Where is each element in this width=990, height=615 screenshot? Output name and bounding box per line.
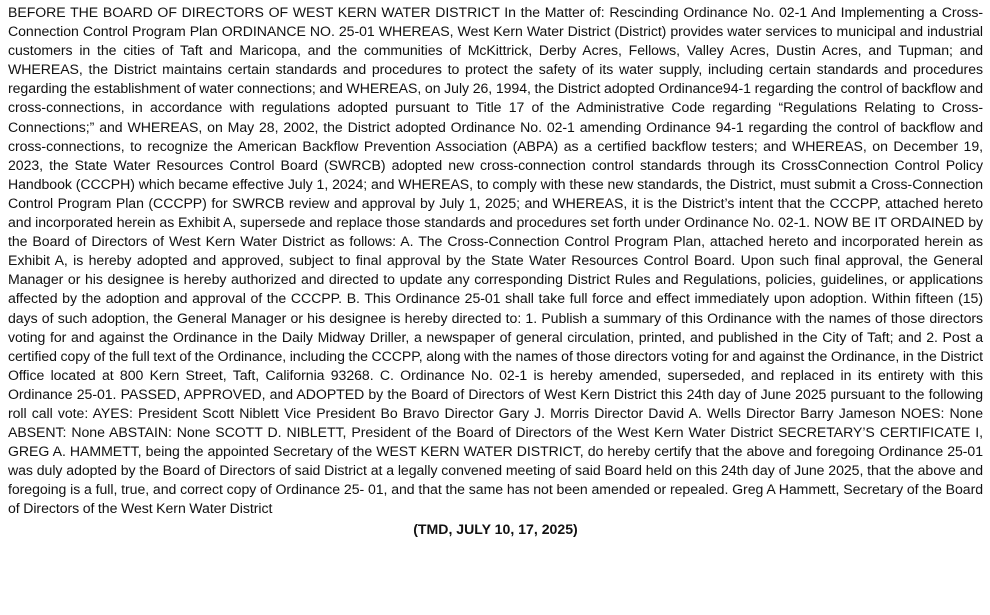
publication-run-dates: (TMD, JULY 10, 17, 2025) [413,520,578,537]
ordinance-text: BEFORE THE BOARD OF DIRECTORS OF WEST KERN WATER DISTRICT In the Matter of: Rescinding Ordinance No. 02-1 And Implementing a Cross-Connection Control Program Plan ORDINANCE NO. 25-01 WHEREAS, West Kern Water District (District) provides water services to municipal and industrial customers in the cities of Taft and Maricopa, and the communities of McKittrick, Derby Acres, Fellows, Valley Acres, Dustin Acres, and Tupman; and WHEREAS, the District maintains certain standards and procedures to protect the safety of its water supply, including certain standards and procedures regarding the establishment of water connections; and WHEREAS, on July 26, 1994, the District adopted Ordinance94-1 regarding the control of backflow and cross-connections, in accordance with regulations adopted pursuant to Title 17 of the Administrative Code regarding “Regulations Relating to Cross-Connections;” and WHEREAS, on May 28, 2002, the District adopted Ordinance No. 02-1 amending Ordinance 94-1 regarding the control of backflow and cross-connections, to recognize the American Backflow Prevention Association (ABPA) as a certified backflow testers; and WHEREAS, on December 19, 2023, the State Water Resources Control Board (SWRCB) adopted new cross-connection control standards through its CrossConnection Control Policy Handbook (CCCPH) which became effective July 1, 2024; and WHEREAS, to comply with these new standards, the District, must submit a Cross-Connection Control Program Plan (CCCPP) for SWRCB review and approval by July 1, 2025; and WHEREAS, it is the District’s intent that the CCCPP, attached hereto and incorporated herein as Exhibit A, supersede and replace those standards and procedures set forth under Ordinance No. 02-1. NOW BE IT ORDAINED by the Board of Directors of West Kern Water District as follows: A. The Cross-Connection Control Program Plan, attached hereto and incorporated herein as Exhibit A, is hereby adopted and approved, subject to final approval by the State Water Resources Control Board. Upon such final approval, the General Manager or his designee is hereby authorized and directed to update any corresponding District Rules and Regulations, policies, guidelines, or applications affected by the adoption and approval of the CCCPP. B. This Ordinance 25-01 shall take full force and effect immediately upon adoption. Within fifteen (15) days of such adoption, the General Manager or his designee is hereby directed to: 1. Publish a summary of this Ordinance with the names of those directors voting for and against the Ordinance in the Daily Midway Driller, a newspaper of general circulation, printed, and published in the City of Taft; and 2. Post a certified copy of the full text of the Ordinance, including the CCCPP, along with the names of those directors voting for and against the Ordinance, in the District Office located at 800 Kern Street, Taft, California 93268. C. Ordinance No. 02-1 is hereby amended, superseded, and replaced in its entirety with this Ordinance 25-01. PASSED, APPROVED, and ADOPTED by the Board of Directors of West Kern District this 24th day of June 2025 pursuant to the following roll call vote: AYES: President Scott Niblett Vice President Bo Bravo Director Gary J. Morris Director David A. Wells Director Barry Jameson NOES: None ABSENT: None ABSTAIN: None SCOTT D. NIBLETT, President of the Board of Directors of the West Kern Water District SECRETARY’S CERTIFICATE I, GREG A. HAMMETT, being the appointed Secretary of the WEST KERN WATER DISTRICT, do hereby certify that the above and foregoing Ordinance 25-01 was duly adopted by the Board of Directors of said District at a legally convened meeting of said Board held on this 24th day of June 2025, that the above and foregoing is a full, true, and correct copy of Ordinance 25- 01, and that the same has not been amended or repealed. Greg A Hammett, Secretary of the Board of Directors of the West Kern Water District [8,4,983,517]
